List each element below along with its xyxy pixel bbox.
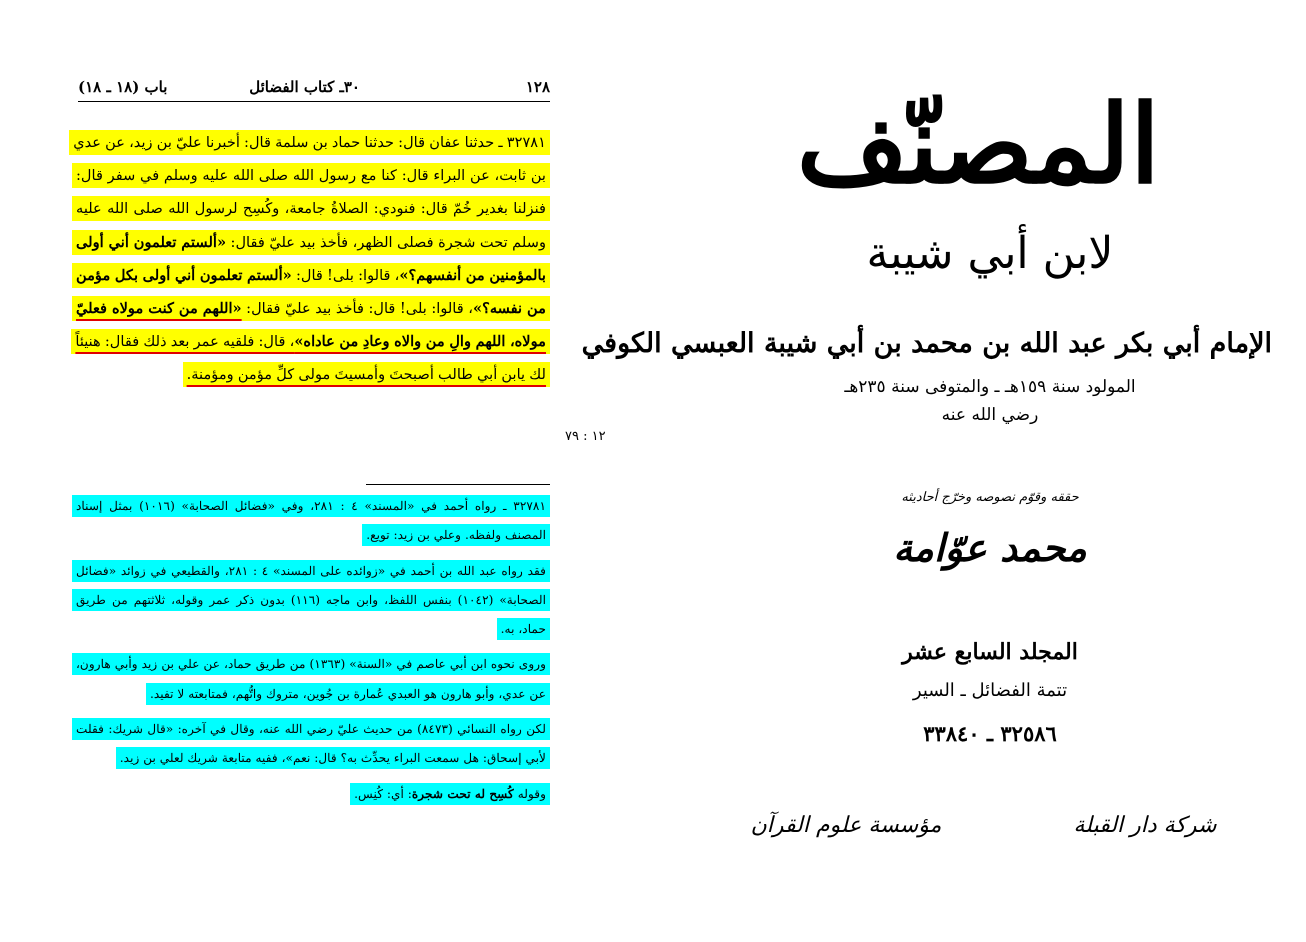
footnote-gloss (350, 783, 550, 805)
volume-range: ٣٢٥٨٦ ـ ٣٣٨٤٠ (923, 721, 1057, 746)
hadith-mid-2: ، قالوا: بلى! قال: فأخذ بيد عليّ فقال: (241, 300, 473, 318)
footnotes (72, 492, 550, 809)
bab-number: باب (١٨ ـ ١٨) (78, 78, 168, 96)
gloss-suffix: : أي: كُنِس. (354, 786, 412, 801)
gloss-prefix: وقوله (513, 786, 546, 801)
footnote-rule (366, 484, 550, 485)
hadith-quote-3: «اللهم من كنت مولاه فعليّ مولاه، اللهم والِ من والاه وعادِ من عاداه» (76, 300, 546, 351)
volume-title: المجلد السابع عشر (902, 639, 1078, 665)
hadith-mid-1: ، قالوا: بلى! قال: (291, 266, 400, 284)
hadith-text (72, 126, 550, 392)
author-dates: المولود سنة ١٥٩هـ ـ والمتوفى سنة ٢٣٥هـ (844, 377, 1136, 397)
author-blessing: رضي الله عنه (941, 405, 1039, 425)
book-title: المصنّف (796, 82, 1160, 208)
footnote-4: لكن رواه النسائي (٨٤٧٣) من حديث عليّ رضي الله عنه، وقال في آخره: «قال شريك: فقلت لأبي إسحاق: هل سمعت البراء يحدِّث به؟ قال: نعم»، ففيه متابعة شريك لعلي بن زيد. (72, 718, 550, 769)
editor-note: حققه وقوّم نصوصه وخرّج أحاديثه (901, 490, 1079, 505)
hadith-quote-1: «ألستم تعلمون أني أولى بالمؤمنين من أنفسهم؟» (76, 233, 546, 284)
editor-name: محمد عوّامة (893, 525, 1087, 570)
gloss-bold: كُسِح له تحت شجرة (411, 786, 514, 801)
running-head (78, 76, 550, 102)
hadith-intro: ٣٢٧٨١ ـ حدثنا عفان قال: حدثنا حماد بن سلمة قال: أخبرنا عليّ بن زيد، عن عدي بن ثابت، عن البراء قال: كنا مع رسول الله صلى الله عليه وسلم في سفر قال: فنزلنا بغدير خُمّ قال: فنودي: الصلاةُ جامعة، وكُسِح لرسول الله صلى الله عليه وسلم تحت شجرة فصلى الظهر، فأخذ بيد عليّ فقال: (73, 134, 547, 251)
header-rule (78, 101, 550, 102)
footnote-2: فقد رواه عبد الله بن أحمد في «زوائده على المسند» ٤ : ٢٨١، والقطيعي في زوائد «فضائل الصحابة» (١٠٤٢) بنفس اللفظ، وابن ماجه (١١٦) بدون ذكر عمر وقوله، ثلاثتهم من طريق حماد، به. (72, 560, 550, 641)
footnote-1: ٣٢٧٨١ ـ رواه أحمد في «المسند» ٤ : ٢٨١، وفي «فضائل الصحابة» (١٠١٦) بمثل إسناد المصنف ولفظه. وعلي بن زيد: تويع. (72, 495, 550, 546)
book-subtitle: لابن أبي شيبة (866, 228, 1114, 279)
volume-reference: ١٢ : ٧٩ (565, 429, 606, 444)
author-full-name: الإمام أبي بكر عبد الله بن محمد بن أبي شيبة العبسي الكوفي (581, 328, 1272, 359)
footnote-3: وروى نحوه ابن أبي عاصم في «السنة» (١٣٦٣) من طريق حماد، عن علي بن زيد وأبي هارون، عن عدي، وأبو هارون هو العبدي عُمارة بن جُوين، متروك واتُّهم، فمتابعته لا تفيد. (72, 653, 550, 704)
publisher-left: مؤسسة علوم القرآن (750, 813, 942, 838)
publisher-right: شركة دار القبلة (1073, 813, 1217, 838)
hadith-highlight (69, 130, 550, 387)
hadith-quote-2: «ألستم تعلمون أني أولى بكل مؤمن من نفسه؟» (76, 266, 546, 318)
chapter-title: ٣٠ـ كتاب الفضائل (249, 78, 360, 96)
hadith-ending: ، قال: فلقيه عمر بعد ذلك فقال: هنيئاً لك يابن أبي طالب أصبحتَ وأمسيتَ مولى كلِّ مؤمن ومؤمنة. (75, 333, 546, 384)
volume-contents: تتمة الفضائل ـ السير (912, 680, 1068, 701)
page-number: ١٢٨ (525, 78, 550, 96)
